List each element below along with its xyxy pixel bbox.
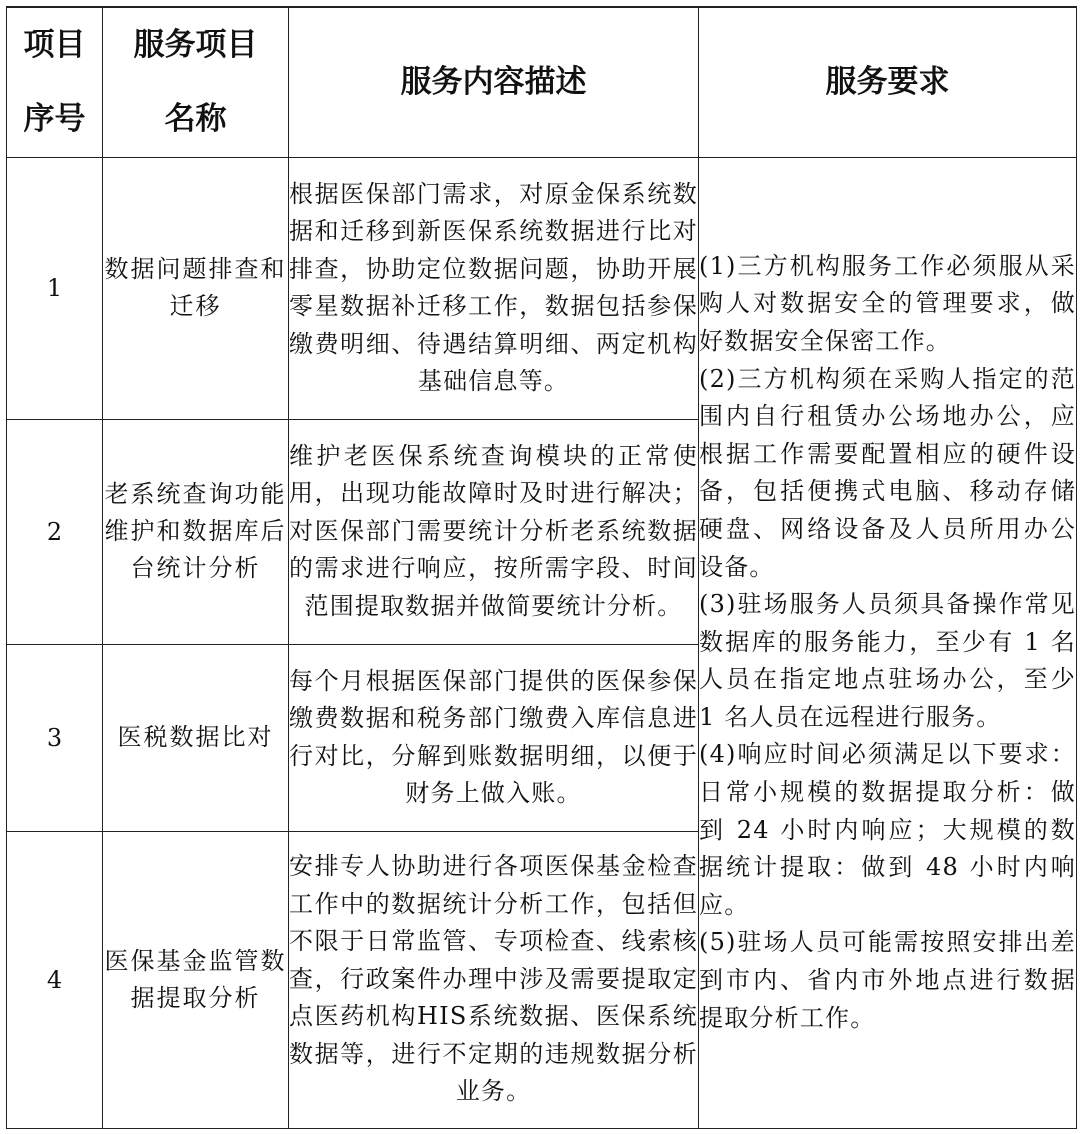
row-name: 数据问题排查和迁移 (103, 157, 289, 419)
requirements-cell (699, 157, 1077, 1128)
row-description: 维护老医保系统查询模块的正常使用，出现功能故障时及时进行解决；对医保部门需要统计分析老系统数据的需求进行响应，按所需字段、时间范围提取数据并做简要统计分析。 (289, 419, 699, 644)
header-seq (7, 7, 103, 157)
requirement-item: (3)驻场服务人员须具备操作常见数据库的服务能力，至少有 1 名人员在指定地点驻场办公，至少 1 名人员在远程进行服务。 (699, 590, 1076, 731)
row-name: 医保基金监管数据提取分析 (103, 831, 289, 1128)
header-name-line2: 名称 (164, 101, 227, 138)
row-number: 1 (7, 157, 103, 419)
service-table (6, 6, 1077, 1129)
row-name: 医税数据比对 (103, 644, 289, 831)
requirement-item: (1)三方机构服务工作必须服从采购人对数据安全的管理要求，做好数据安全保密工作。 (699, 251, 1076, 355)
header-requirements: 服务要求 (699, 7, 1077, 157)
row-number: 2 (7, 419, 103, 644)
header-seq-line2: 序号 (23, 101, 86, 138)
header-name (103, 7, 289, 157)
requirement-item: (2)三方机构须在采购人指定的范围内自行租赁办公场地办公，应根据工作需要配置相应的硬件设备，包括便携式电脑、移动存储硬盘、网络设备及人员所用办公设备。 (699, 364, 1076, 581)
header-row (7, 7, 1077, 157)
row-number: 3 (7, 644, 103, 831)
row-description: 根据医保部门需求，对原金保系统数据和迁移到新医保系统数据进行比对排查，协助定位数据问题，协助开展零星数据补迁移工作，数据包括参保缴费明细、待遇结算明细、两定机构基础信息等。 (289, 157, 699, 419)
header-description: 服务内容描述 (289, 7, 699, 157)
table-row (7, 157, 1077, 419)
header-seq-line1: 项目 (23, 27, 86, 64)
requirement-item: (5)驻场人员可能需按照安排出差到市内、省内市外地点进行数据提取分析工作。 (699, 928, 1076, 1032)
header-name-line1: 服务项目 (133, 27, 258, 64)
row-description: 安排专人协助进行各项医保基金检查工作中的数据统计分析工作，包括但不限于日常监管、专项检查、线索核查，行政案件办理中涉及需要提取定点医药机构HIS系统数据、医保系统数据等，进行不定期的违规数据分析业务。 (289, 831, 699, 1128)
requirement-item: (4)响应时间必须满足以下要求：日常小规模的数据提取分析：做到 24 小时内响应；大规模的数据统计提取：做到 48 小时内响应。 (699, 740, 1076, 919)
row-number: 4 (7, 831, 103, 1128)
row-name: 老系统查询功能维护和数据库后台统计分析 (103, 419, 289, 644)
row-description: 每个月根据医保部门提供的医保参保缴费数据和税务部门缴费入库信息进行对比，分解到账数据明细，以便于财务上做入账。 (289, 644, 699, 831)
